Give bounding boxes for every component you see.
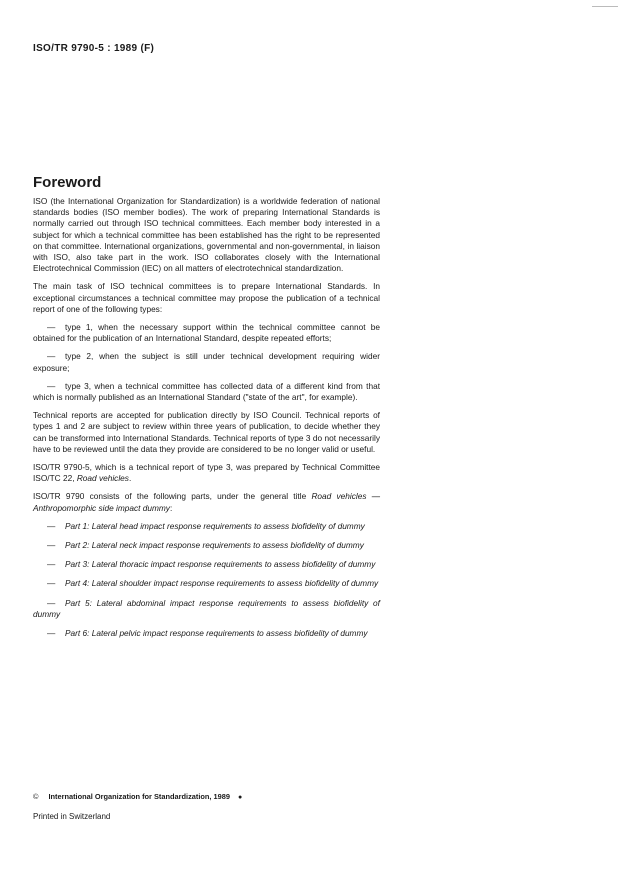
type-2-text: type 2, when the subject is still under technical development requiring wider exposure;: [33, 351, 380, 373]
parts-list: [33, 521, 380, 639]
paragraph-parts-intro: [33, 491, 380, 513]
part-label: Part 2:: [65, 540, 90, 551]
foreword-title: Foreword: [33, 174, 102, 191]
prepared-by-end: .: [128, 473, 132, 484]
paragraph-main-task: The main task of ISO technical committees is to prepare International Standards. In exceptional circumstances a technical committee may propose the publication of a technical report of one of the following types:: [33, 281, 380, 314]
type-1-text: type 1, when the necessary support within the technical committee cannot be obtained for the publication of an International Standard, despite repeated efforts;: [33, 322, 380, 344]
scan-edge-mark: [592, 6, 618, 7]
foreword-body: [33, 196, 380, 647]
bullet-icon: ●: [237, 794, 243, 801]
part-label: Part 1:: [65, 520, 90, 531]
part-label: Part 6:: [65, 628, 90, 639]
list-item-type-2: [33, 351, 380, 373]
parts-intro-end: :: [169, 502, 173, 513]
list-item-type-1: [33, 322, 380, 344]
list-item-type-3: [33, 381, 380, 403]
type-3-text: type 3, when a technical committee has collected data of a different kind from that which is normally published as an International Standard ("state of the art", for example).: [33, 380, 380, 403]
dash-marker: —: [47, 520, 56, 531]
dash-marker: —: [47, 540, 56, 551]
list-item-part: [33, 578, 380, 589]
part-label: Part 5:: [65, 597, 92, 608]
parts-intro-text: ISO/TR 9790 consists of the following parts, under the general title: [33, 491, 307, 502]
printed-in: Printed in Switzerland: [33, 812, 111, 821]
dash-marker: —: [47, 351, 56, 362]
part-title: Lateral shoulder impact response requirements to assess biofidelity of dummy: [91, 578, 379, 589]
copyright-line: [33, 792, 242, 801]
part-label: Part 4:: [65, 578, 90, 589]
copyright-icon: ©: [33, 792, 39, 801]
part-title: Lateral abdominal impact response requirements to assess biofidelity of dummy: [33, 597, 380, 619]
dash-marker: —: [47, 578, 56, 589]
copyright-text: International Organization for Standardization, 1989: [48, 792, 230, 801]
committee-name: Road vehicles: [76, 473, 129, 484]
list-item-part: [33, 559, 380, 570]
list-item-part: [33, 628, 380, 639]
list-item-part: [33, 521, 380, 532]
document-header: ISO/TR 9790-5 : 1989 (F): [33, 43, 155, 54]
part-label: Part 3:: [65, 559, 90, 570]
dash-marker: —: [47, 322, 56, 333]
paragraph-technical-reports: Technical reports are accepted for publication directly by ISO Council. Technical reports of types 1 and 2 are subject to review within three years of publication, to decide whether they can be transformed into International Standards. Technical reports of type 3 do not necessarily have to be reviewed until the data they provide are considered to be no longer valid or useful.: [33, 410, 380, 454]
paragraph-prepared-by: [33, 462, 380, 484]
paragraph-iso-intro: ISO (the International Organization for Standardization) is a worldwide federation of national standards bodies (ISO member bodies). The work of preparing International Standards is normally carried out through ISO technical committees. Each member body interested in a subject for which a technical committee has been established has the right to be represented on that committee. International organizations, governmental and non-governmental, in liaison with ISO, also take part in the work. ISO collaborates closely with the International Electrotechnical Commission (IEC) on all matters of electrotechnical standardization.: [33, 196, 380, 274]
dash-marker: —: [47, 559, 56, 570]
list-item-part: [33, 598, 380, 620]
prepared-by-text: ISO/TR 9790-5, which is a technical report of type 3, was prepared by Technical Committee ISO/TC 22,: [33, 462, 380, 484]
part-title: Lateral neck impact response requirements to assess biofidelity of dummy: [91, 540, 364, 551]
part-title: Lateral head impact response requirements to assess biofidelity of dummy: [91, 520, 365, 531]
general-title: Road vehicles — Anthropomorphic side impact dummy: [33, 491, 381, 513]
dash-marker: —: [47, 628, 56, 639]
part-title: Lateral pelvic impact response requirements to assess biofidelity of dummy: [91, 628, 368, 639]
dash-marker: —: [47, 380, 56, 391]
list-item-part: [33, 540, 380, 551]
dash-marker: —: [47, 597, 56, 608]
part-title: Lateral thoracic impact response requirements to assess biofidelity of dummy: [91, 559, 376, 570]
